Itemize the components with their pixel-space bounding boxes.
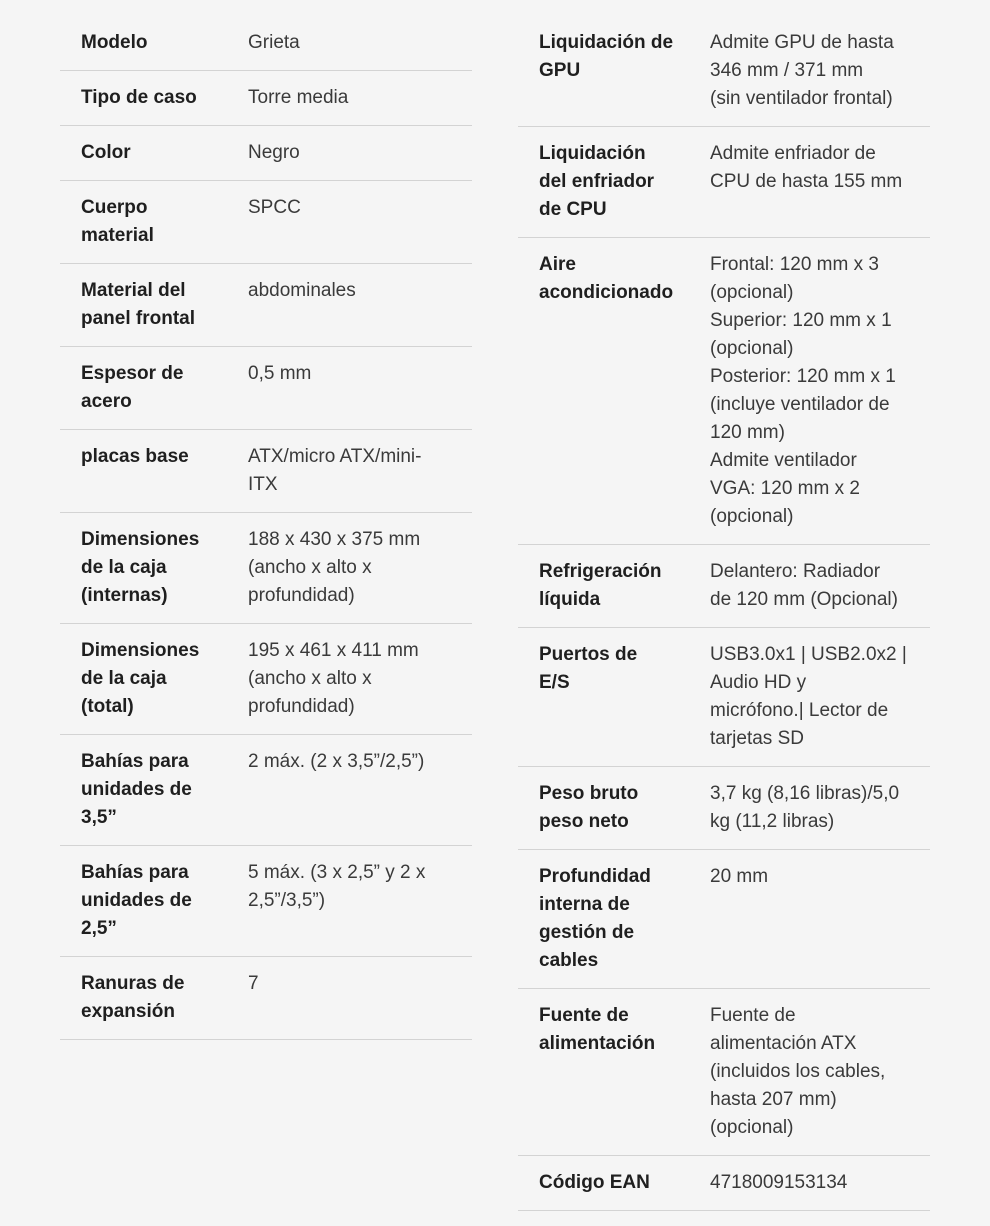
spec-row [518,1156,930,1211]
spec-row [60,347,472,430]
spec-table-left [60,16,472,1040]
spec-label: Aire acondicionado [539,254,674,303]
spec-value: 195 x 461 x 411 mm (ancho x alto x profundidad) [248,640,419,717]
spec-value: SPCC [248,197,301,218]
spec-row [60,264,472,347]
spec-label: Profundidad interna de gestión de cables [539,866,651,971]
spec-value: 0,5 mm [248,363,312,384]
spec-label: Código EAN [539,1172,650,1193]
spec-label: Color [81,142,131,163]
spec-label: Bahías para unidades de 2,5” [81,862,192,939]
spec-value: ATX/micro ATX/mini- ITX [248,446,422,495]
spec-row [60,513,472,624]
spec-value: Admite GPU de hasta 346 mm / 371 mm (sin ventilador frontal) [710,32,894,109]
spec-value: Delantero: Radiador de 120 mm (Opcional) [710,561,898,610]
spec-label: Fuente de alimentación [539,1005,656,1054]
spec-row [518,850,930,989]
spec-row [60,430,472,513]
spec-label: Cuerpo material [81,197,154,246]
spec-row [60,846,472,957]
spec-value: USB3.0x1 | USB2.0x2 | Audio HD y micrófono.| Lector de tarjetas SD [710,644,907,749]
spec-label: Material del panel frontal [81,280,196,329]
spec-value: abdominales [248,280,356,301]
spec-label: Refrigeración líquida [539,561,662,610]
spec-row [518,628,930,767]
spec-value: Torre media [248,87,349,108]
spec-label: Tipo de caso [81,87,197,108]
spec-value: 7 [248,973,259,994]
spec-row [518,127,930,238]
spec-value: 4718009153134 [710,1172,848,1193]
spec-row [60,181,472,264]
spec-row [518,767,930,850]
spec-row [60,957,472,1040]
spec-value: Frontal: 120 mm x 3 (opcional) Superior: 120 mm x 1 (opcional) Posterior: 120 mm x 1 (incluye ventilador de 120 mm) Admite ventilador VGA: 120 mm x 2 (opcional) [710,254,896,527]
spec-row [518,545,930,628]
spec-label: Espesor de acero [81,363,184,412]
spec-row [60,126,472,181]
spec-label: Liquidación del enfriador de CPU [539,143,655,220]
spec-value: 3,7 kg (8,16 libras)/5,0 kg (11,2 libras) [710,783,900,832]
spec-row [60,624,472,735]
spec-value: Admite enfriador de CPU de hasta 155 mm [710,143,903,192]
spec-label: Ranuras de expansión [81,973,185,1022]
spec-value: 188 x 430 x 375 mm (ancho x alto x profundidad) [248,529,421,606]
spec-label: Dimensiones de la caja (internas) [81,529,200,606]
spec-value: 5 máx. (3 x 2,5” y 2 x 2,5”/3,5”) [248,862,426,911]
spec-row [60,16,472,71]
spec-row [60,71,472,126]
spec-label: Liquidación de GPU [539,32,674,81]
spec-value: Grieta [248,32,300,53]
spec-value: Fuente de alimentación ATX (incluidos los cables, hasta 207 mm) (opcional) [710,1005,886,1138]
spec-table-right [518,16,930,1211]
spec-label: placas base [81,446,189,467]
spec-row [518,238,930,545]
spec-label: Dimensiones de la caja (total) [81,640,200,717]
spec-row [518,16,930,127]
spec-label: Peso bruto peso neto [539,783,639,832]
spec-value: 2 máx. (2 x 3,5”/2,5”) [248,751,425,772]
spec-row [60,735,472,846]
spec-label: Puertos de E/S [539,644,638,693]
spec-value: Negro [248,142,300,163]
spec-value: 20 mm [710,866,769,887]
spec-row [518,989,930,1156]
spec-label: Modelo [81,32,148,53]
spec-label: Bahías para unidades de 3,5” [81,751,192,828]
